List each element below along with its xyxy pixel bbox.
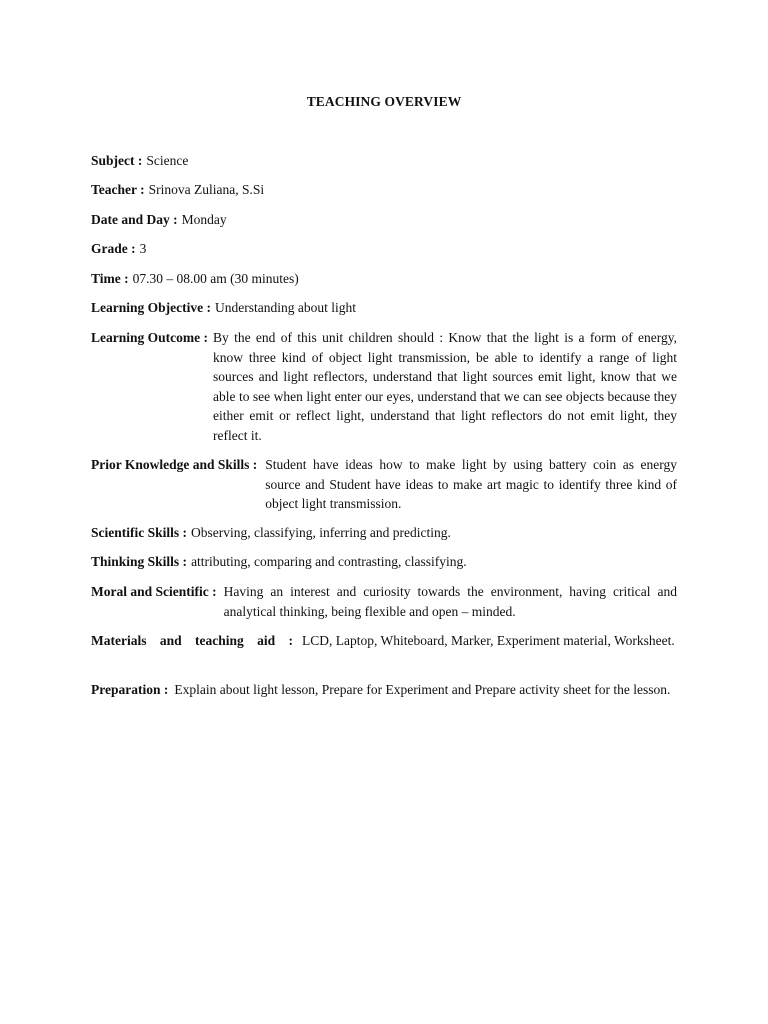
learning-objective-label: Learning Objective : — [91, 300, 211, 315]
moral-scientific-value: Having an interest and curiosity towards the environment, having critical and analytical thinking, being flexible and open – minded. — [223, 584, 677, 619]
thinking-skills-label: Thinking Skills : — [91, 554, 188, 569]
preparation-field — [91, 680, 677, 700]
date-day-field — [91, 210, 677, 230]
subject-field — [91, 151, 677, 171]
scientific-skills-field — [91, 523, 677, 543]
materials-field — [91, 631, 677, 651]
time-label: Time : — [91, 271, 129, 286]
scientific-skills-value: Observing, classifying, inferring and predicting. — [191, 525, 451, 540]
preparation-value: Explain about light lesson, Prepare for Experiment and Prepare activity sheet for the lesson. — [174, 682, 671, 697]
grade-value: 3 — [139, 241, 147, 256]
thinking-skills-field — [91, 552, 677, 572]
teacher-value: Srinova Zuliana, S.Si — [148, 182, 265, 197]
subject-label: Subject : — [91, 153, 143, 168]
moral-scientific-field — [91, 582, 677, 621]
teacher-label: Teacher : — [91, 182, 145, 197]
learning-objective-field — [91, 298, 677, 318]
grade-label: Grade : — [91, 241, 136, 256]
document-title: TEACHING OVERVIEW — [306, 94, 462, 109]
materials-value: LCD, Laptop, Whiteboard, Marker, Experiment material, Worksheet. — [302, 633, 675, 648]
materials-label: Materials and teaching aid : — [91, 633, 293, 648]
learning-outcome-value: By the end of this unit children should : Know that the light is a form of energy, know three kind of object light transmission, be able to identify a range of light sources and light reflectors, understand that light sources emit light, know that we able to see when light enter our eyes, understand that we can see objects because they either emit or reflect light, understand that light reflectors do not emit light, they reflect it. — [213, 330, 677, 443]
scientific-skills-label: Scientific Skills : — [91, 525, 188, 540]
date-day-value: Monday — [181, 212, 227, 227]
teacher-field — [91, 180, 677, 200]
learning-objective-value: Understanding about light — [214, 300, 356, 315]
learning-outcome-field — [91, 328, 677, 445]
thinking-skills-value: attributing, comparing and contrasting, classifying. — [191, 554, 467, 569]
prior-knowledge-field — [91, 455, 677, 514]
moral-scientific-label: Moral and Scientific : — [91, 584, 217, 599]
preparation-label: Preparation : — [91, 682, 169, 697]
prior-knowledge-label: Prior Knowledge and Skills : — [91, 457, 258, 472]
time-field — [91, 269, 677, 289]
subject-value: Science — [146, 153, 189, 168]
grade-field — [91, 239, 677, 259]
date-day-label: Date and Day : — [91, 212, 178, 227]
time-value: 07.30 – 08.00 am (30 minutes) — [132, 271, 299, 286]
prior-knowledge-value: Student have ideas how to make light by using battery coin as energy source and Student have ideas to make art magic to identify three kind of object light transmission. — [265, 457, 677, 511]
learning-outcome-label: Learning Outcome : — [91, 330, 208, 345]
